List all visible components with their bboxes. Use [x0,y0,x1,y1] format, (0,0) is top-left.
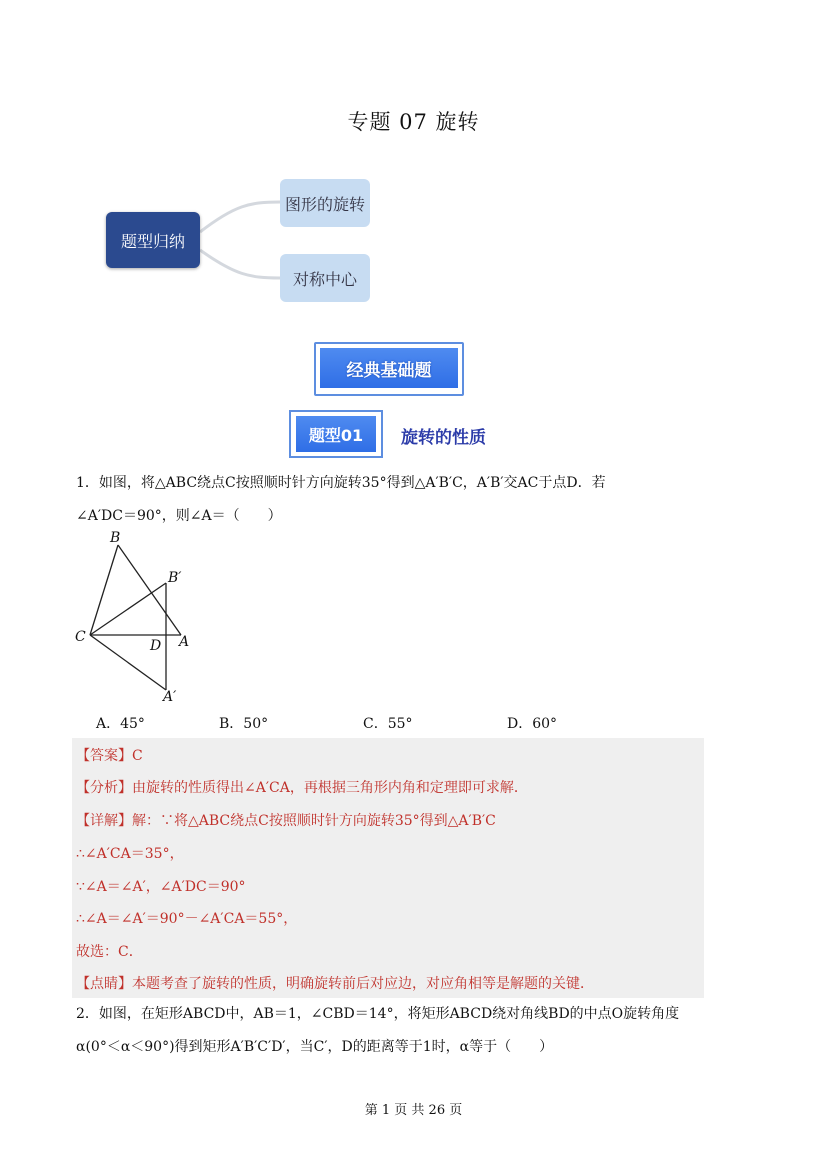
detail-row [76,810,496,830]
answer-value: C [132,748,143,764]
choose-line: 故选：C． [76,944,143,960]
analysis-tag: 【分析】 [76,780,132,796]
label-Aprime: A′ [163,689,177,705]
type-tag-label: 旋转的性质 [401,428,486,448]
q2-line1: 2．如图，在矩形ABCD中，AB＝1，∠CBD＝14°，将矩形ABCD绕对角线BD的中点O旋转角度 [76,1006,680,1022]
section-banner [314,342,464,396]
detail-step2: ∵∠A＝∠A′，∠A′DC＝90° [76,879,246,895]
label-D: D [150,638,162,654]
mindmap-root: 题型归纳 [106,212,200,268]
label-Bprime: B′ [168,570,182,586]
comment-row [76,973,594,993]
page-title: 专题 07 旋转 [347,110,480,134]
edge-CB [90,545,118,635]
comment-tag: 【点睛】 [76,976,132,992]
label-C: C [75,629,86,645]
mindmap-node-symmetry-center: 对称中心 [280,254,370,302]
q1-option-d: D．60° [507,716,558,732]
analysis-text: 由旋转的性质得出∠A′CA，再根据三角形内角和定理即可求解． [132,780,528,796]
banner-label: 经典基础题 [320,348,458,388]
edge-CBp [90,583,166,635]
mindmap-node-rotation: 图形的旋转 [280,179,370,227]
analysis-row [76,777,528,797]
q1-line2: ∠A′DC＝90°，则∠A＝（ ） [76,508,282,524]
answer-row [76,745,143,765]
q1-line1: 1．如图，将△ABC绕点C按照顺时针方向旋转35°得到△A′B′C，A′B′交AC于点D．若 [76,475,606,491]
label-A: A [179,634,190,650]
detail-tag: 【详解】 [76,813,132,829]
type-tag-box: 题型01 [296,416,376,452]
detail-step3: ∴∠A＝∠A′＝90°－∠A′CA＝55°， [76,911,298,927]
edge-BA [118,545,181,635]
page-footer: 第 1 页 共 26 页 [364,1103,463,1118]
triangle-figure [60,525,210,710]
q2-line2: α(0°＜α＜90°)得到矩形A′B′C′D′，当C′，D的距离等于1时，α等于（ ） [76,1039,554,1055]
answer-tag: 【答案】 [76,748,132,764]
q1-option-a: A．45° [96,716,145,732]
mindmap-connectors [0,0,827,330]
comment-text: 本题考查了旋转的性质，明确旋转前后对应边，对应角相等是解题的关键． [132,976,594,992]
q1-option-b: B．50° [219,716,269,732]
q1-option-c: C．55° [363,716,413,732]
detail-step1: ∴∠A′CA＝35°， [76,846,184,862]
detail-text: 解：∵将△ABC绕点C按照顺时针方向旋转35°得到△A′B′C [132,813,496,829]
label-B: B [110,530,121,546]
